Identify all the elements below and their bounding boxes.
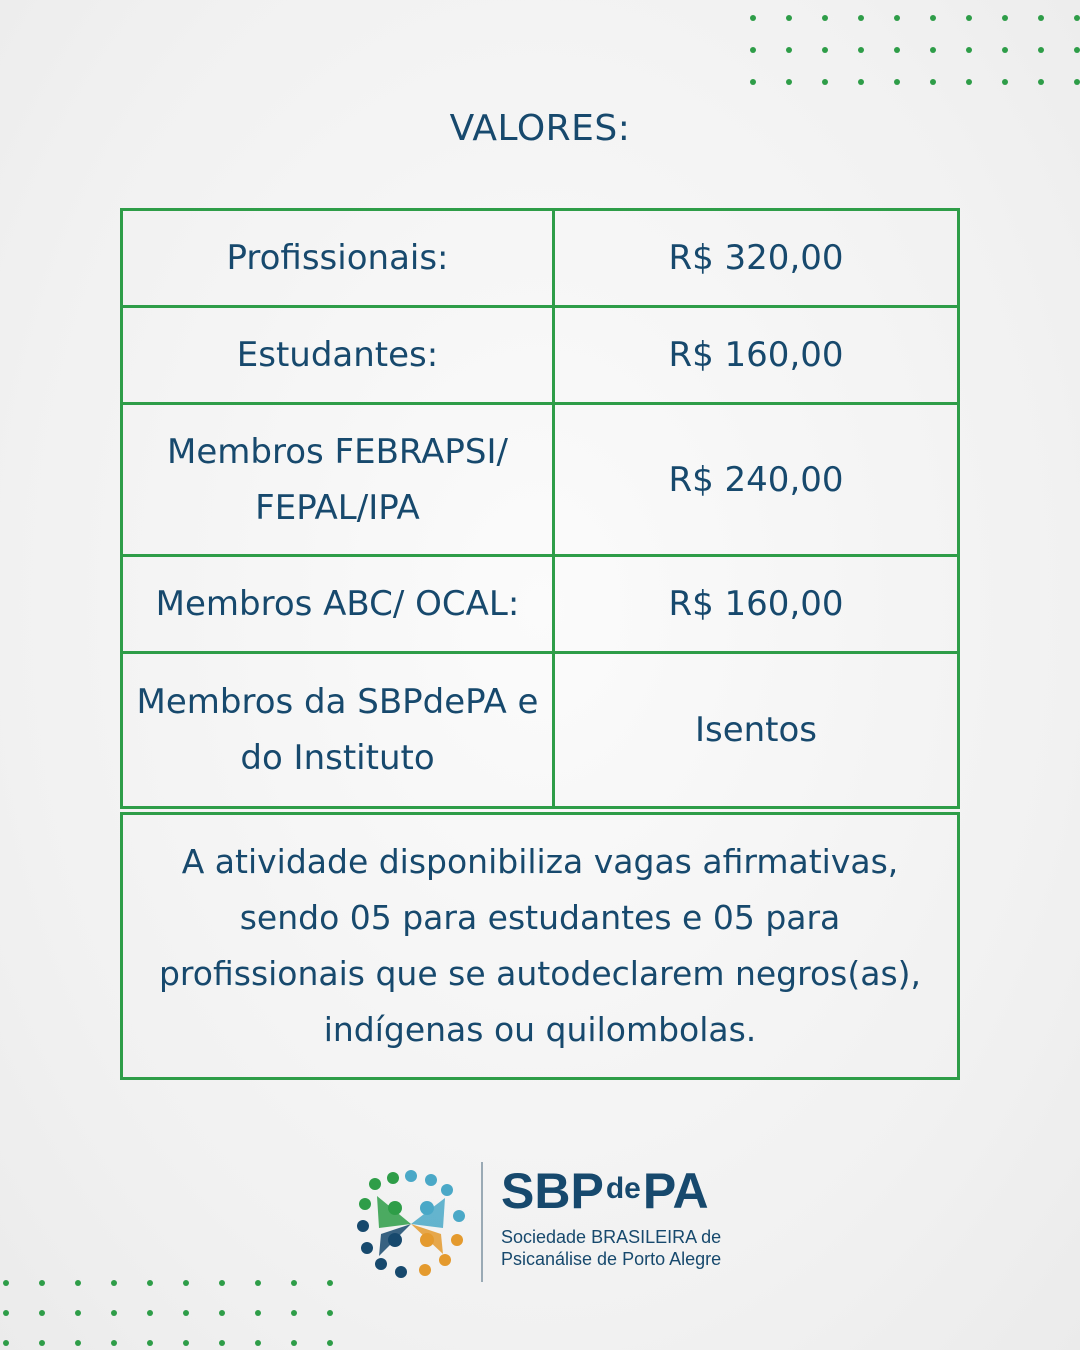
- logo-text: [501, 1163, 722, 1270]
- people-logo-icon: [355, 1168, 467, 1280]
- category-label: Profissionais:: [123, 211, 555, 305]
- page-title: VALORES:: [449, 108, 631, 149]
- decorative-dots-top-right: [750, 15, 1080, 85]
- category-label: Membros da SBPdePA e do Instituto: [123, 654, 555, 806]
- price-row-profissionais: [120, 208, 960, 308]
- price-value: R$ 160,00: [668, 584, 844, 624]
- price-row-abc-ocal: [120, 554, 960, 654]
- brand-sbp: SBP: [501, 1163, 604, 1219]
- tagline: [501, 1226, 721, 1270]
- price-row-sbpdepa: [120, 651, 960, 809]
- tagline-line-2: Psicanálise de Porto Alegre: [501, 1249, 722, 1269]
- price-row-estudantes: [120, 305, 960, 405]
- decorative-dots-bottom-left: [3, 1280, 333, 1346]
- price-value: Isentos: [694, 710, 818, 750]
- price-value: R$ 160,00: [668, 335, 844, 375]
- price-table: [120, 208, 960, 1080]
- category-label: Membros FEBRAPSI/ FEPAL/IPA: [123, 405, 555, 554]
- price-value: R$ 240,00: [668, 459, 844, 500]
- brand-de: de: [605, 1172, 641, 1205]
- price-value: R$ 320,00: [668, 238, 844, 278]
- affirmative-notice: A atividade disponibiliza vagas afirmativas, sendo 05 para estudantes e 05 para profissionais que se autodeclarem negros(as), indígenas ou quilombolas.: [120, 812, 960, 1080]
- logo-divider: [481, 1162, 483, 1282]
- sbpdepa-logo: [355, 1162, 735, 1282]
- price-row-febrapsi: [120, 402, 960, 557]
- brand-pa: PA: [642, 1163, 709, 1219]
- category-label: Estudantes:: [123, 308, 555, 402]
- category-label: Membros ABC/ OCAL:: [123, 557, 555, 651]
- brand-name: [501, 1163, 721, 1219]
- tagline-line-1: Sociedade BRASILEIRA de: [501, 1227, 722, 1247]
